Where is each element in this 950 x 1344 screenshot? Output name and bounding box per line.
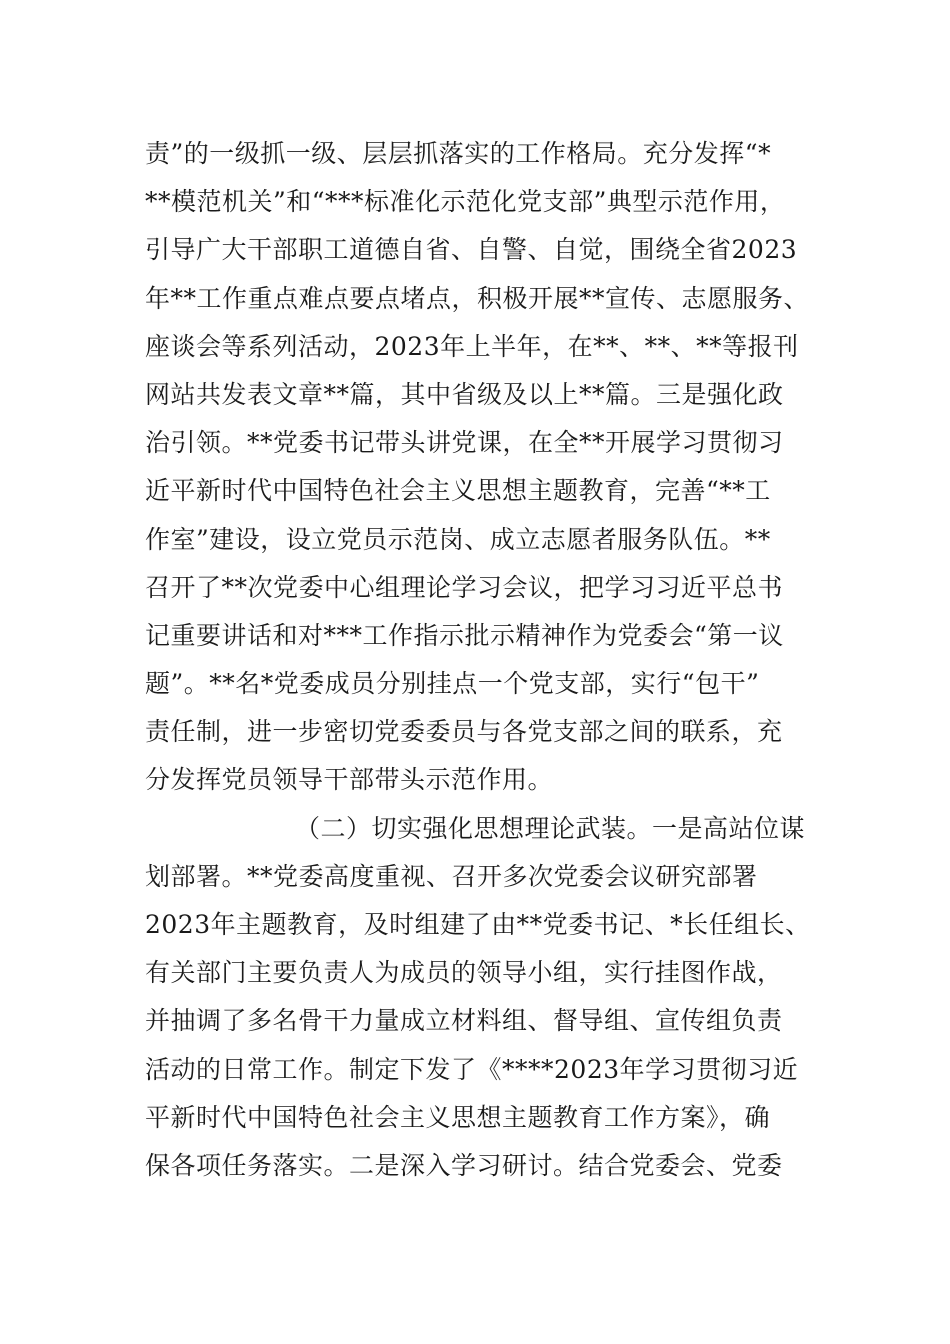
text-line: 网站共发表文章**篇，其中省级及以上**篇。三是强化政 — [145, 379, 784, 409]
text-line: 保各项任务落实。二是深入学习研讨。结合党委会、党委 — [145, 1150, 783, 1180]
text-line: 近平新时代中国特色社会主义思想主题教育，完善“**工 — [145, 476, 771, 506]
text-line: 治引领。**党委书记带头讲党课，在全**开展学习贯彻习 — [145, 428, 784, 458]
section-heading-line: （二）切实强化思想理论武装。一是高站位谋 — [295, 813, 806, 843]
text-line: 责任制，进一步密切党委委员与各党支部之间的联系，充 — [145, 717, 783, 747]
text-line: 划部署。**党委高度重视、召开多次党委会议研究部署 — [145, 861, 758, 891]
text-line: 2023年主题教育，及时组建了由**党委书记、*长任组长、 — [145, 910, 811, 939]
text-line: 座谈会等系列活动，2023年上半年，在**、**、**等报刊 — [145, 331, 799, 361]
text-line: 记重要讲话和对***工作指示批示精神作为党委会“第一议 — [145, 620, 784, 650]
text-line: 有关部门主要负责人为成员的领导小组，实行挂图作战， — [145, 958, 783, 988]
document-body — [145, 130, 835, 1190]
text-line: 引导广大干部职工道德自省、自警、自觉，围绕全省2023 — [145, 235, 798, 265]
text-line: 作室”建设，设立党员示范岗、成立志愿者服务队伍。** — [145, 524, 771, 554]
text-line: **模范机关”和“***标准化示范化党支部”典型示范作用， — [145, 187, 786, 217]
text-line: 并抽调了多名骨干力量成立材料组、督导组、宣传组负责 — [145, 1006, 783, 1036]
text-line: 年**工作重点难点要点堵点，积极开展**宣传、志愿服务、 — [145, 283, 810, 313]
text-line: 责”的一级抓一级、层层抓落实的工作格局。充分发挥“* — [145, 139, 772, 168]
text-line: 题”。**名*党委成员分别挂点一个党支部，实行“包干” — [145, 669, 760, 699]
text-line: 分发挥党员领导干部带头示范作用。 — [145, 765, 554, 795]
text-line: 召开了**次党委中心组理论学习会议，把学习习近平总书 — [145, 572, 784, 602]
text-line: 活动的日常工作。制定下发了《****2023年学习贯彻习近 — [145, 1054, 799, 1084]
text-line: 平新时代中国特色社会主义思想主题教育工作方案》，确 — [145, 1102, 771, 1132]
